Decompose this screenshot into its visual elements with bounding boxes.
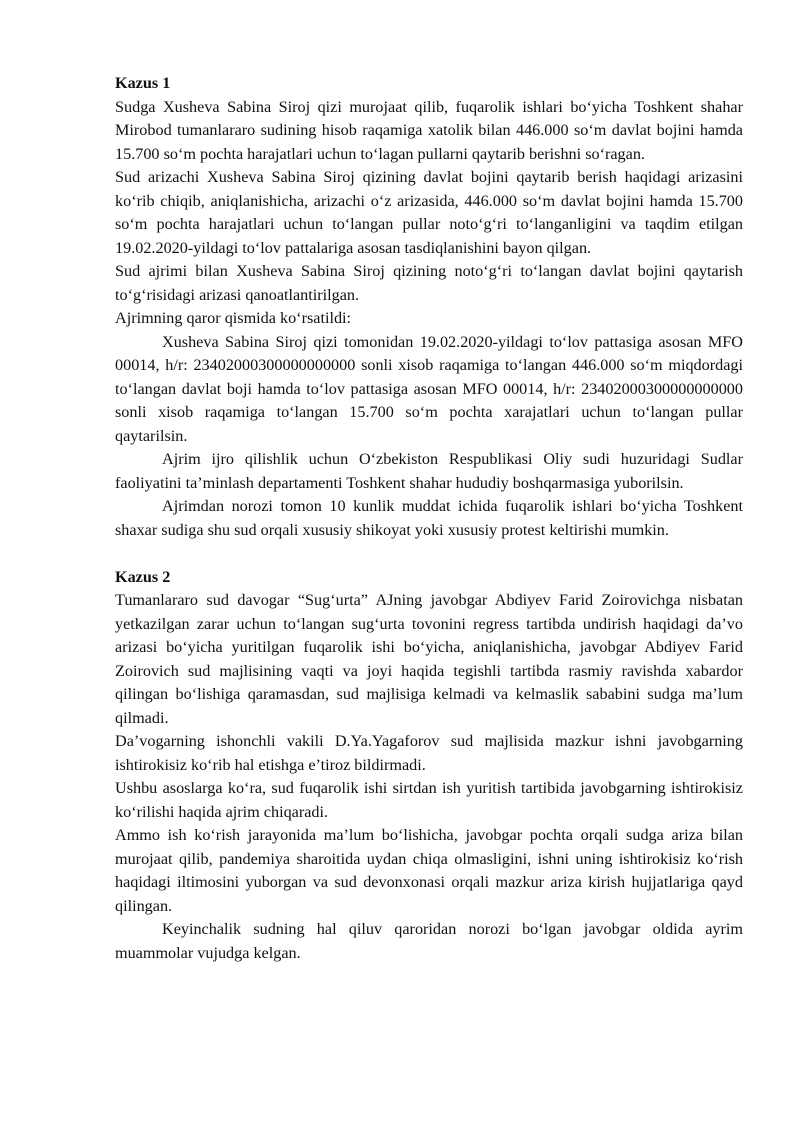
case-2-heading: Kazus 2: [115, 567, 171, 586]
case-2: [115, 566, 743, 966]
case-1-ruling-paragraph: Xusheva Sabina Siroj qizi tomonidan 19.02.2020-yildagi to‘lov pattasiga asosan MFO 00014, h/r: 23402000300000000000 sonli xisob raqamiga to‘langan 446.000 so‘m miqdordagi to‘langan davlat boji hamda to‘lov pattasiga asosan MFO 00014, h/r: 23402000300000000000 sonli xisob raqamiga to‘langan 15.700 so‘m pochta xarajatlari uchun to‘langan pullar qaytarilsin.: [115, 332, 743, 445]
case-2-paragraph: Ushbu asoslarga ko‘ra, sud fuqarolik ishi sirtdan ish yuritish tartibida javobgarning ishtirokisiz ko‘rilishi haqida ajrim chiqaradi.: [115, 779, 743, 821]
document-page: [115, 72, 743, 965]
case-1-paragraph: Sudga Xusheva Sabina Siroj qizi murojaat qilib, fuqarolik ishlari bo‘yicha Toshkent shahar Mirobod tumanlararo sudining hisob raqamiga xatolik bilan 446.000 so‘m davlat bojini hamda 15.700 so‘m pochta harajatlari uchun to‘lagan pullarni qaytarib berishni so‘ragan.: [115, 97, 743, 163]
case-1-ruling-paragraph: Ajrim ijro qilishlik uchun O‘zbekiston Respublikasi Oliy sudi huzuridagi Sudlar faoliyatini ta’minlash departamenti Toshkent shahar hududiy boshqarmasiga yuborilsin.: [115, 450, 743, 492]
case-1-paragraph: Sud arizachi Xusheva Sabina Siroj qizining davlat bojini qaytarib berish haqidagi arizasini ko‘rib chiqib, aniqlanishicha, arizachi o‘z arizasida, 446.000 so‘m davlat bojini hamda 15.700 so‘m pochta harajatlari uchun to‘langan pullar noto‘g‘ri to‘langanligini va taqdim etilgan 19.02.2020-yildagi to‘lov pattalariga asosan tasdiqlanishini bayon qilgan.: [115, 168, 743, 257]
section-spacer: [115, 542, 743, 566]
case-1-ruling-paragraph: Ajrimdan norozi tomon 10 kunlik muddat ichida fuqarolik ishlari bo‘yicha Toshkent shaxar sudiga shu sud orqali xususiy shikoyat yoki xususiy protest keltirishi mumkin.: [115, 497, 743, 539]
case-2-paragraph: Ammo ish ko‘rish jarayonida ma’lum bo‘lishicha, javobgar pochta orqali sudga ariza bilan murojaat qilib, pandemiya sharoitida uydan chiqa olmasligini, ishni uning ishtirokisiz ko‘rish haqidagi iltimosini yuborgan va sud devonxonasi orqali mazkur ariza kirish hujjatlariga qayd qilingan.: [115, 826, 743, 915]
case-1: [115, 72, 743, 542]
case-1-heading: Kazus 1: [115, 74, 171, 92]
case-2-paragraph: Da’vogarning ishonchli vakili D.Ya.Yagaforov sud majlisida mazkur ishni javobgarning ishtirokisiz ko‘rib hal etishga e’tiroz bildirmadi.: [115, 732, 743, 774]
case-2-indented-paragraph: Keyinchalik sudning hal qiluv qaroridan norozi bo‘lgan javobgar oldida ayrim muammolar vujudga kelgan.: [115, 920, 743, 962]
case-1-paragraph: Ajrimning qaror qismida ko‘rsatildi:: [115, 309, 352, 327]
case-2-paragraph: Tumanlararo sud davogar “Sug‘urta” AJning javobgar Abdiyev Farid Zoirovichga nisbatan yetkazilgan zarar uchun to‘langan sug‘urta tovonini regress tartibda undirish haqidagi da’vo arizasi bo‘yicha yuritilgan fuqarolik ishi bo‘yicha, aniqlanishicha, javobgar Abdiyev Farid Zoirovich sud majlisining vaqti va joyi haqida tegishli tartibda rasmiy ravishda xabardor qilingan bo‘lishiga qaramasdan, sud majlisiga kelmadi va kelmaslik sababini sudga ma’lum qilmadi.: [115, 591, 743, 727]
case-1-paragraph: Sud ajrimi bilan Xusheva Sabina Siroj qizining noto‘g‘ri to‘langan davlat bojini qaytarish to‘g‘risidagi arizasi qanoatlantirilgan.: [115, 262, 743, 304]
